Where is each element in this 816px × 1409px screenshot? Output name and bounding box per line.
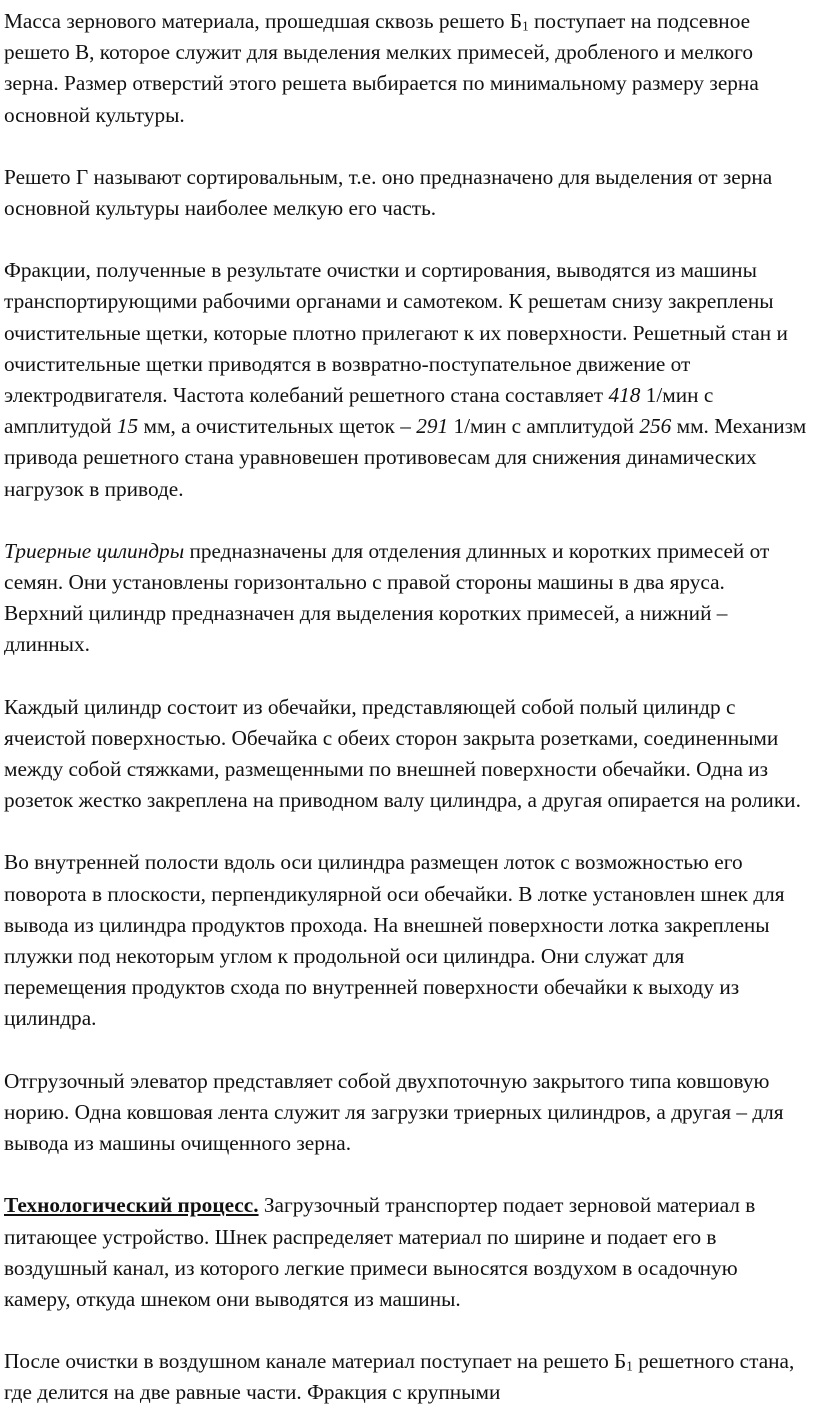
paragraph-7: Отгрузочный элеватор представляет собой двухпоточную закрытого типа ковшовую норию. Одна ковшовая лента служит ля загрузки триерных цилиндров, а другая – для вывода из машины очищенного зерна. [4, 1068, 784, 1156]
italic-number: 418 [608, 383, 641, 408]
section-heading: Технологический процесс. [4, 1193, 259, 1218]
italic-number: 256 [639, 414, 672, 439]
paragraph-8: Технологический процесс. Загрузочный транспортер подает зерновой материал в питающее устройство. Шнек распределяет материал по ширине и подает его в воздушный канал, из которого легкие примеси выносятся воздухом в осадочную камеру, откуда шнеком они выводятся из машины. [4, 1193, 756, 1311]
subscript: 1 [626, 1358, 633, 1374]
paragraph-9: После очистки в воздушном канале материал поступает на решето $Б_1$ решетного стана, где делится на две равные части. Фракция с крупными [4, 1349, 795, 1405]
paragraph-6: Во внутренней полости вдоль оси цилиндра размещен лоток с возможностью его поворота в плоскости, перпендикулярной оси обечайки. В лотке установлен шнек для вывода из цилиндра продуктов прохода. На внешней поверхности лотка закреплены плужки под некоторым углом к продольной оси цилиндра. Они служат для перемещения продуктов схода по внутренней поверхности обечайки к выходу из цилиндра. [4, 850, 785, 1031]
paragraph-2: Решето Г называют сортировальным, т.е. оно предназначено для выделения от зерна основной культуры наиболее мелкую его часть. [4, 164, 773, 221]
paragraph-4: Триерные цилиндры предназначены для отделения длинных и коротких примесей от семян. Они установлены горизонтально с правой стороны машины в два яруса. Верхний цилиндр предназначен для выделения коротких примесей, а нижний – длинных. [4, 538, 770, 657]
italic-term: Триерные цилиндры [4, 538, 185, 563]
subscript: 1 [522, 18, 529, 34]
paragraph-5: Каждый цилиндр состоит из обечайки, представляющей собой полый цилиндр с ячеистой поверхностью. Обечайка с обеих сторон закрыта розетками, соединенными между собой стяжками, размещенными по внешней поверхности обечайки. Одна из розеток жестко закреплена на приводном валу цилиндра, а другая опирается на ролики. [4, 694, 801, 813]
paragraph-1: Масса зернового материала, прошедшая сквозь решето $Б_1$ поступает на подсевное решето В, которое служит для выделения мелких примесей, дробленого и мелкого зерна. Размер отверстий этого решета выбирается по минимальному размеру зерна основной культуры. [4, 9, 759, 127]
paragraph-3: Фракции, полученные в результате очистки и сортирования, выводятся из машины транспортирующими рабочими органами и самотеком. К решетам снизу закреплены очистительные щетки, которые плотно прилегают к их поверхности. Решетный стан и очистительные щетки приводятся в возвратно-поступательное движение от электродвигателя. Частота колебаний решетного стана составляет 418 1/мин с амплитудой 15 мм, а очистительных щеток – 291 1/мин с амплитудой 256 мм. Механизм привода решетного стана уравновешен противовесам для снижения динамических нагрузок в приводе. [4, 258, 807, 501]
italic-number: 291 [416, 414, 449, 439]
italic-number: 15 [116, 414, 139, 439]
